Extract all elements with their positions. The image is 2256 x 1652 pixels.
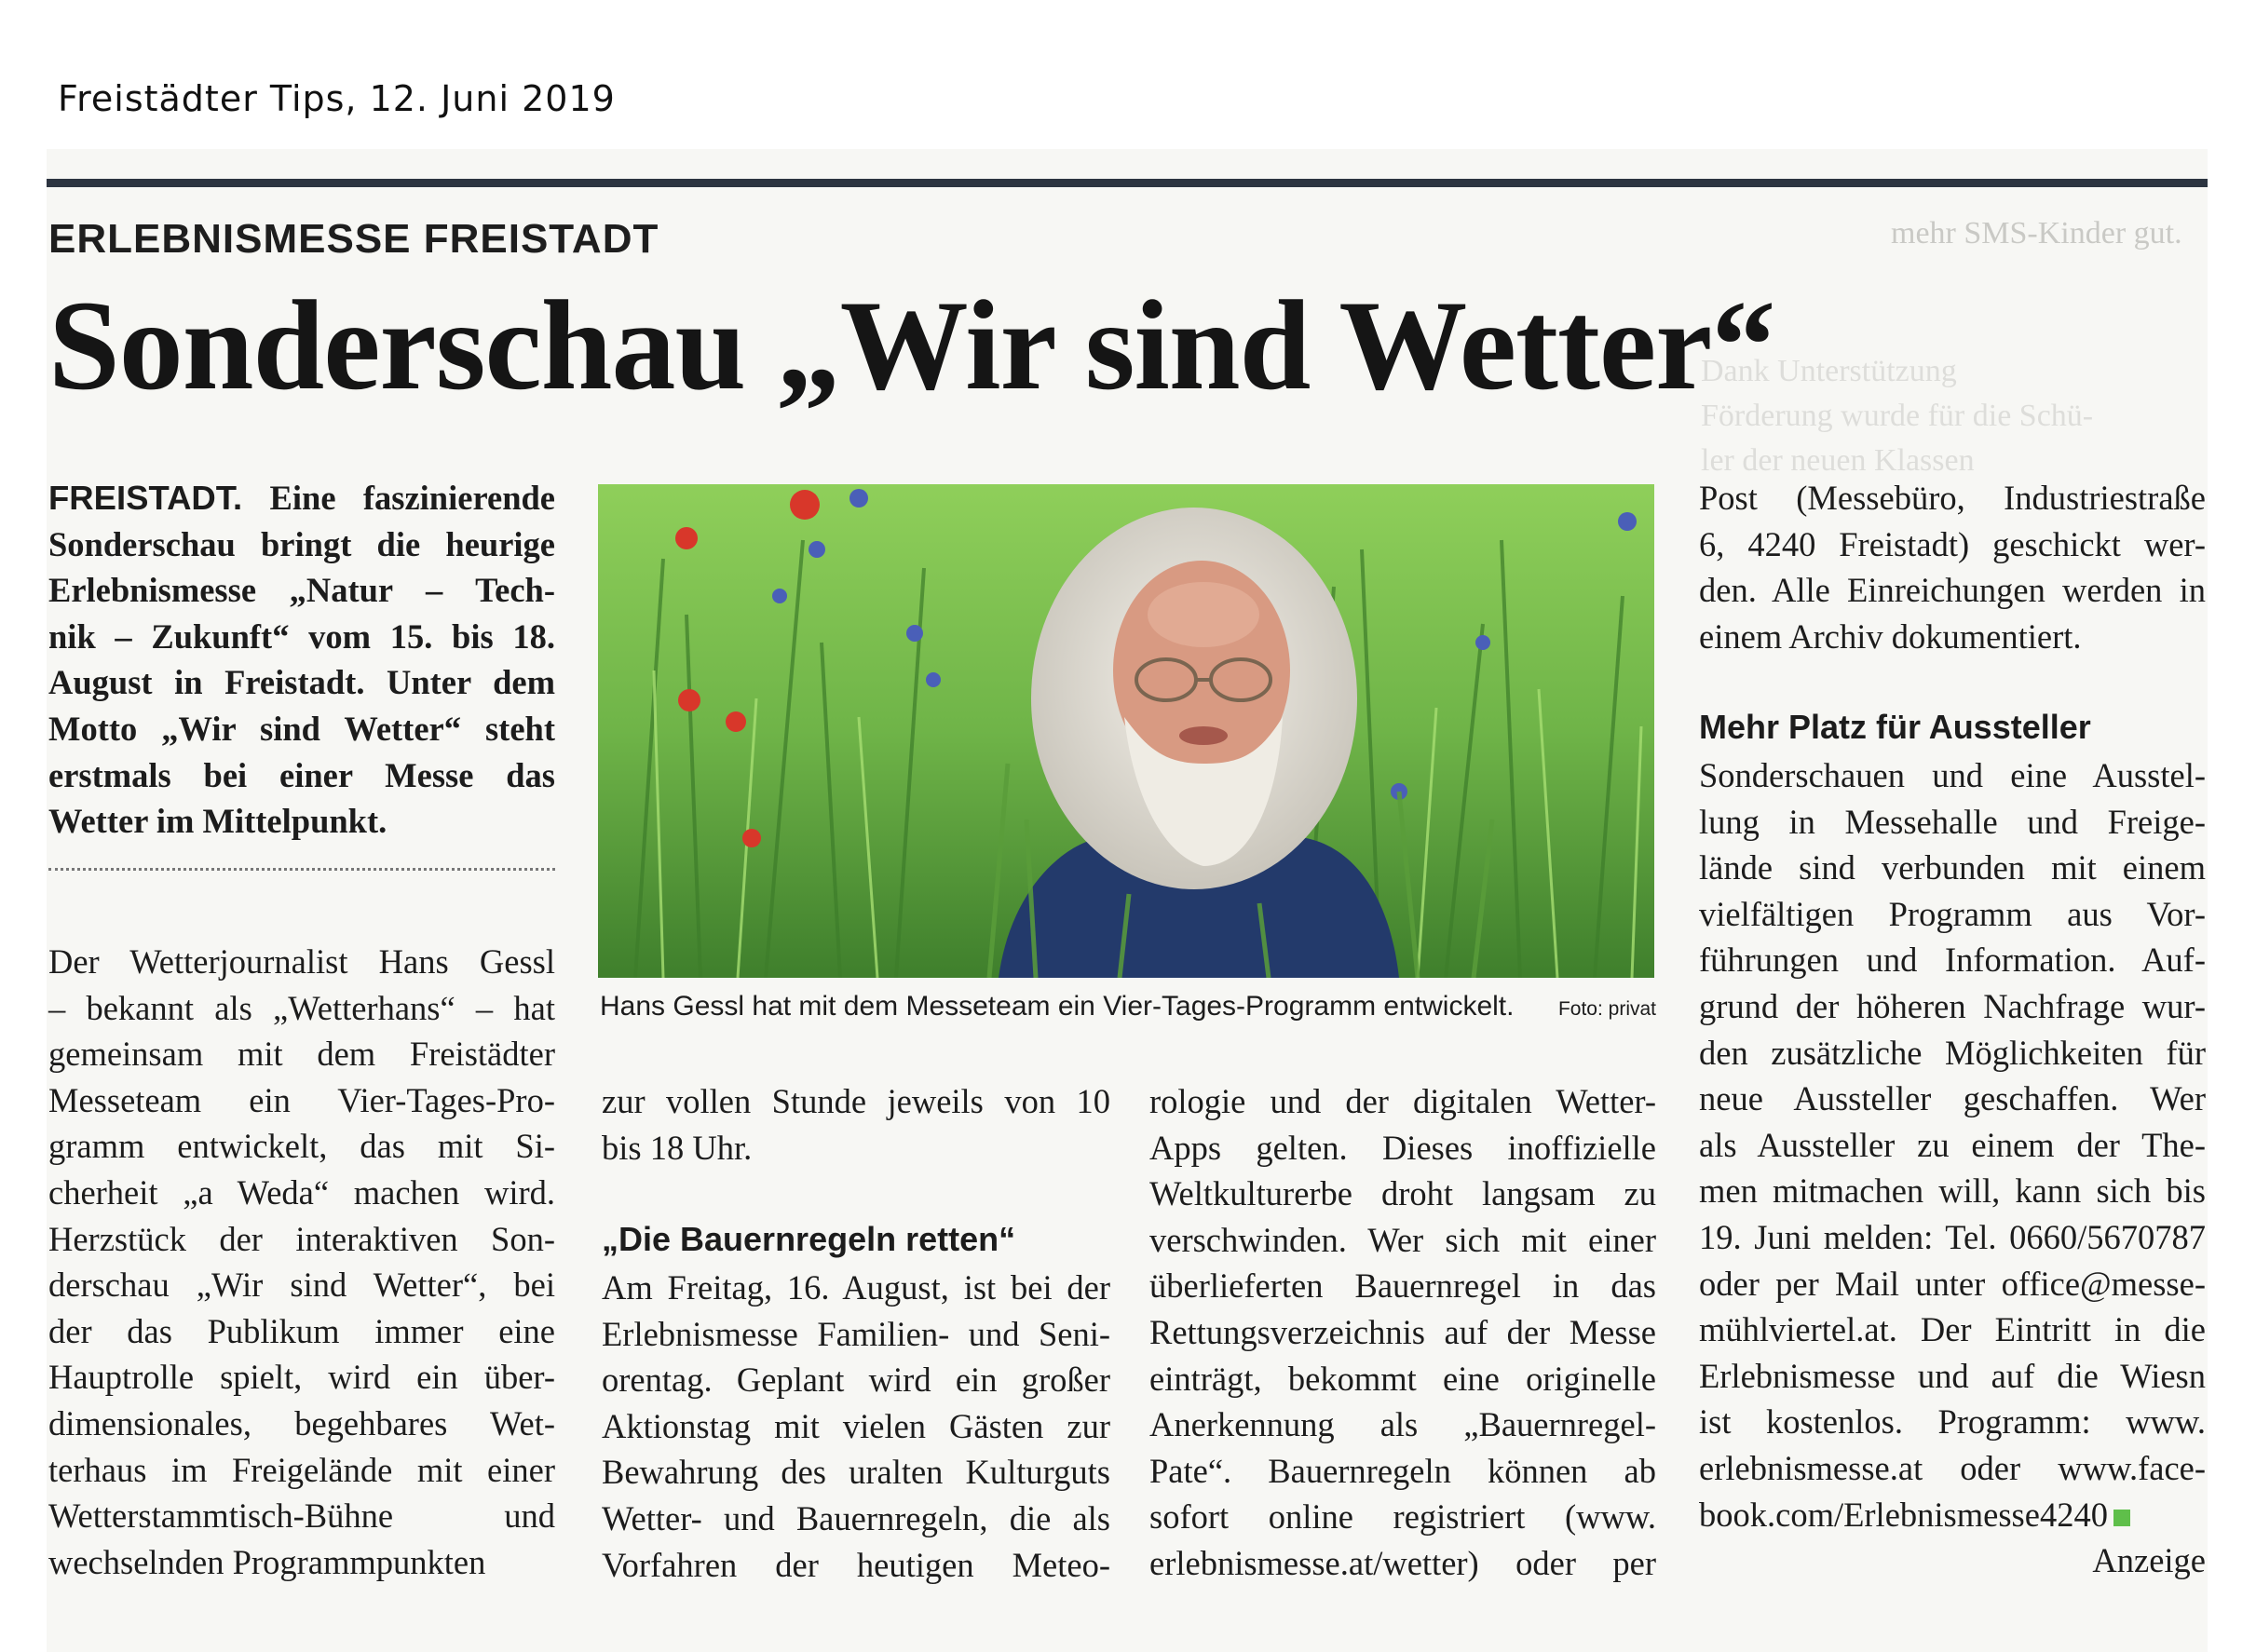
- lead-line: Motto „Wir sind Wetter“ steht: [48, 709, 555, 748]
- column-3: [1149, 1078, 1656, 1587]
- body-line: Rettungsverzeichnis auf der Messe: [1149, 1312, 1656, 1351]
- body-line: oder per Mail unter office@messe-: [1699, 1264, 2206, 1303]
- body-line: zur vollen Stunde jeweils von 10: [602, 1082, 1110, 1120]
- body-line: Der Wetterjournalist Hans Gessl: [48, 942, 555, 981]
- ghost-line: Dank Unterstützung: [1701, 354, 1957, 388]
- body-line: Vorfahren der heutigen Meteo-: [602, 1545, 1110, 1584]
- body-line: den. Alle Einreichungen werden in: [1699, 571, 2206, 610]
- lead-paragraph: [48, 475, 555, 845]
- column-2-continued: [602, 1265, 1110, 1588]
- body-line: Apps gelten. Dieses inoffizielle: [1149, 1128, 1656, 1167]
- column-2: [602, 1078, 1110, 1171]
- body-line: erlebnismesse.at oder www.face-: [1699, 1448, 2206, 1487]
- ghost-line: ler der neuen Klassen: [1701, 443, 1975, 475]
- column-4: [1699, 475, 2206, 659]
- lead-line: August in Freistadt. Unter dem: [48, 663, 555, 702]
- ghost-line: Förderung wurde für die Schü-: [1701, 399, 2094, 433]
- body-line: wechselnden Programmpunkten: [48, 1542, 486, 1581]
- photo-caption: [600, 991, 1656, 1022]
- column-1: [48, 939, 555, 1585]
- headline: Sonderschau „Wir sind Wetter“: [48, 274, 1775, 416]
- lead-line: Sonderschau bringt die heurige: [48, 524, 555, 563]
- caption-text: Hans Gessl hat mit dem Messeteam ein Vier-Tages-Programm entwickelt.: [600, 991, 1515, 1022]
- column-4-continued: [1699, 752, 2206, 1584]
- body-line: Erlebnismesse und auf die Wiesn: [1699, 1356, 2206, 1395]
- body-line: gramm entwickelt, das mit Si-: [48, 1127, 555, 1166]
- top-rule: [47, 179, 2208, 187]
- ghost-text-top-right: mehr SMS-Kinder gut.: [1891, 216, 2182, 251]
- meadow-portrait-image: [598, 484, 1654, 978]
- body-line: mühlviertel.at. Der Eintritt in die: [1699, 1310, 2206, 1349]
- body-line: derschau „Wir sind Wetter“, bei: [48, 1266, 555, 1305]
- body-line: rologie und der digitalen Wetter-: [1149, 1082, 1656, 1120]
- body-line: Weltkulturerbe droht langsam zu: [1149, 1174, 1656, 1213]
- body-line: lung in Messehalle und Freige-: [1699, 802, 2206, 841]
- body-line: Herzstück der interaktiven Son-: [48, 1219, 555, 1258]
- body-line: dimensionales, begehbares Wet-: [48, 1403, 555, 1442]
- body-line: Messeteam ein Vier-Tages-Pro-: [48, 1080, 555, 1119]
- body-line: den zusätzliche Möglichkeiten für: [1699, 1033, 2206, 1072]
- article-photo: [598, 484, 1654, 978]
- body-line: der das Publikum immer eine: [48, 1311, 555, 1350]
- source-line: Freistädter Tips, 12. Juni 2019: [58, 78, 616, 119]
- body-line: erlebnismesse.at/wetter) oder per: [1149, 1543, 1656, 1582]
- body-line: – bekannt als „Wetterhans“ – hat: [48, 988, 555, 1027]
- ghost-text-right-column: [1701, 354, 2204, 475]
- body-line: cherheit „a Weda“ machen wird.: [48, 1172, 555, 1212]
- body-line: sofort online registriert (www.: [1149, 1497, 1656, 1537]
- body-line: vielfältigen Programm aus Vor-: [1699, 894, 2206, 933]
- photo-credit: Foto: privat: [1557, 998, 1656, 1020]
- lead-line: [48, 475, 555, 521]
- lead-line: Erlebnismesse „Natur – Tech-: [48, 571, 555, 610]
- subheading-bauernregeln: „Die Bauernregeln retten“: [602, 1220, 1016, 1258]
- body-line: Pate“. Bauernregeln können ab: [1149, 1451, 1656, 1490]
- lead-line: erstmals bei einer Messe das: [48, 755, 555, 794]
- body-line: Sonderschauen und eine Ausstel-: [1699, 756, 2206, 794]
- lead-divider: [48, 868, 555, 871]
- body-line: einem Archiv dokumentiert.: [1699, 616, 2082, 656]
- body-line: grund der höheren Nachfrage wur-: [1699, 986, 2206, 1025]
- body-line: Hauptrolle spielt, wird ein über-: [48, 1358, 555, 1397]
- body-line: Bewahrung des uralten Kulturguts: [602, 1453, 1110, 1492]
- body-line: führungen und Information. Auf-: [1699, 941, 2206, 980]
- body-line: Aktionstag mit vielen Gästen zur: [602, 1406, 1110, 1445]
- body-line: 19. Juni melden: Tel. 0660/5670787: [1699, 1217, 2206, 1256]
- body-line: ist kostenlos. Programm: www.: [1699, 1402, 2206, 1442]
- body-line: einträgt, bekommt eine originelle: [1149, 1359, 1656, 1398]
- subheading-aussteller: Mehr Platz für Aussteller: [1699, 708, 2091, 746]
- lead-line: Wetter im Mittelpunkt.: [48, 802, 387, 841]
- body-line: Erlebnismesse Familien- und Seni-: [602, 1314, 1110, 1353]
- body-line: terhaus im Freigelände mit einer: [48, 1450, 555, 1489]
- body-line: Anerkennung als „Bauernregel-: [1149, 1405, 1656, 1444]
- body-line: Wetterstammtisch-Bühne und: [48, 1496, 555, 1536]
- body-line: gemeinsam mit dem Freistädter: [48, 1035, 555, 1074]
- end-mark-icon: [2113, 1510, 2130, 1526]
- body-line: bis 18 Uhr.: [602, 1128, 753, 1167]
- body-line: Post (Messebüro, Industriestraße: [1699, 479, 2206, 517]
- body-line: lände sind verbunden mit einem: [1699, 848, 2206, 887]
- body-line: neue Aussteller geschaffen. Wer: [1699, 1079, 2206, 1118]
- body-line: verschwinden. Wer sich mit einer: [1149, 1220, 1656, 1259]
- body-line: men mitmachen will, kann sich bis: [1699, 1171, 2206, 1211]
- body-line: Wetter- und Bauernregeln, die als: [602, 1498, 1110, 1537]
- body-line: 6, 4240 Freistadt) geschickt wer-: [1699, 524, 2206, 563]
- lead-place: FREISTADT.: [48, 479, 243, 517]
- body-line: [1699, 1492, 2206, 1538]
- body-line: orentag. Geplant wird ein großer: [602, 1361, 1110, 1400]
- kicker: ERLEBNISMESSE FREISTADT: [48, 216, 659, 262]
- lead-line-text: Eine faszinierende: [242, 479, 555, 517]
- body-line-text: book.com/Erlebnismesse4240: [1699, 1495, 2108, 1534]
- body-line: Am Freitag, 16. August, ist bei der: [602, 1268, 1110, 1307]
- ad-label: Anzeige: [2092, 1541, 2206, 1580]
- body-line: als Aussteller zu einem der The-: [1699, 1125, 2206, 1164]
- body-line: überlieferten Bauernregel in das: [1149, 1266, 1656, 1306]
- lead-line: nik – Zukunft“ vom 15. bis 18.: [48, 616, 555, 656]
